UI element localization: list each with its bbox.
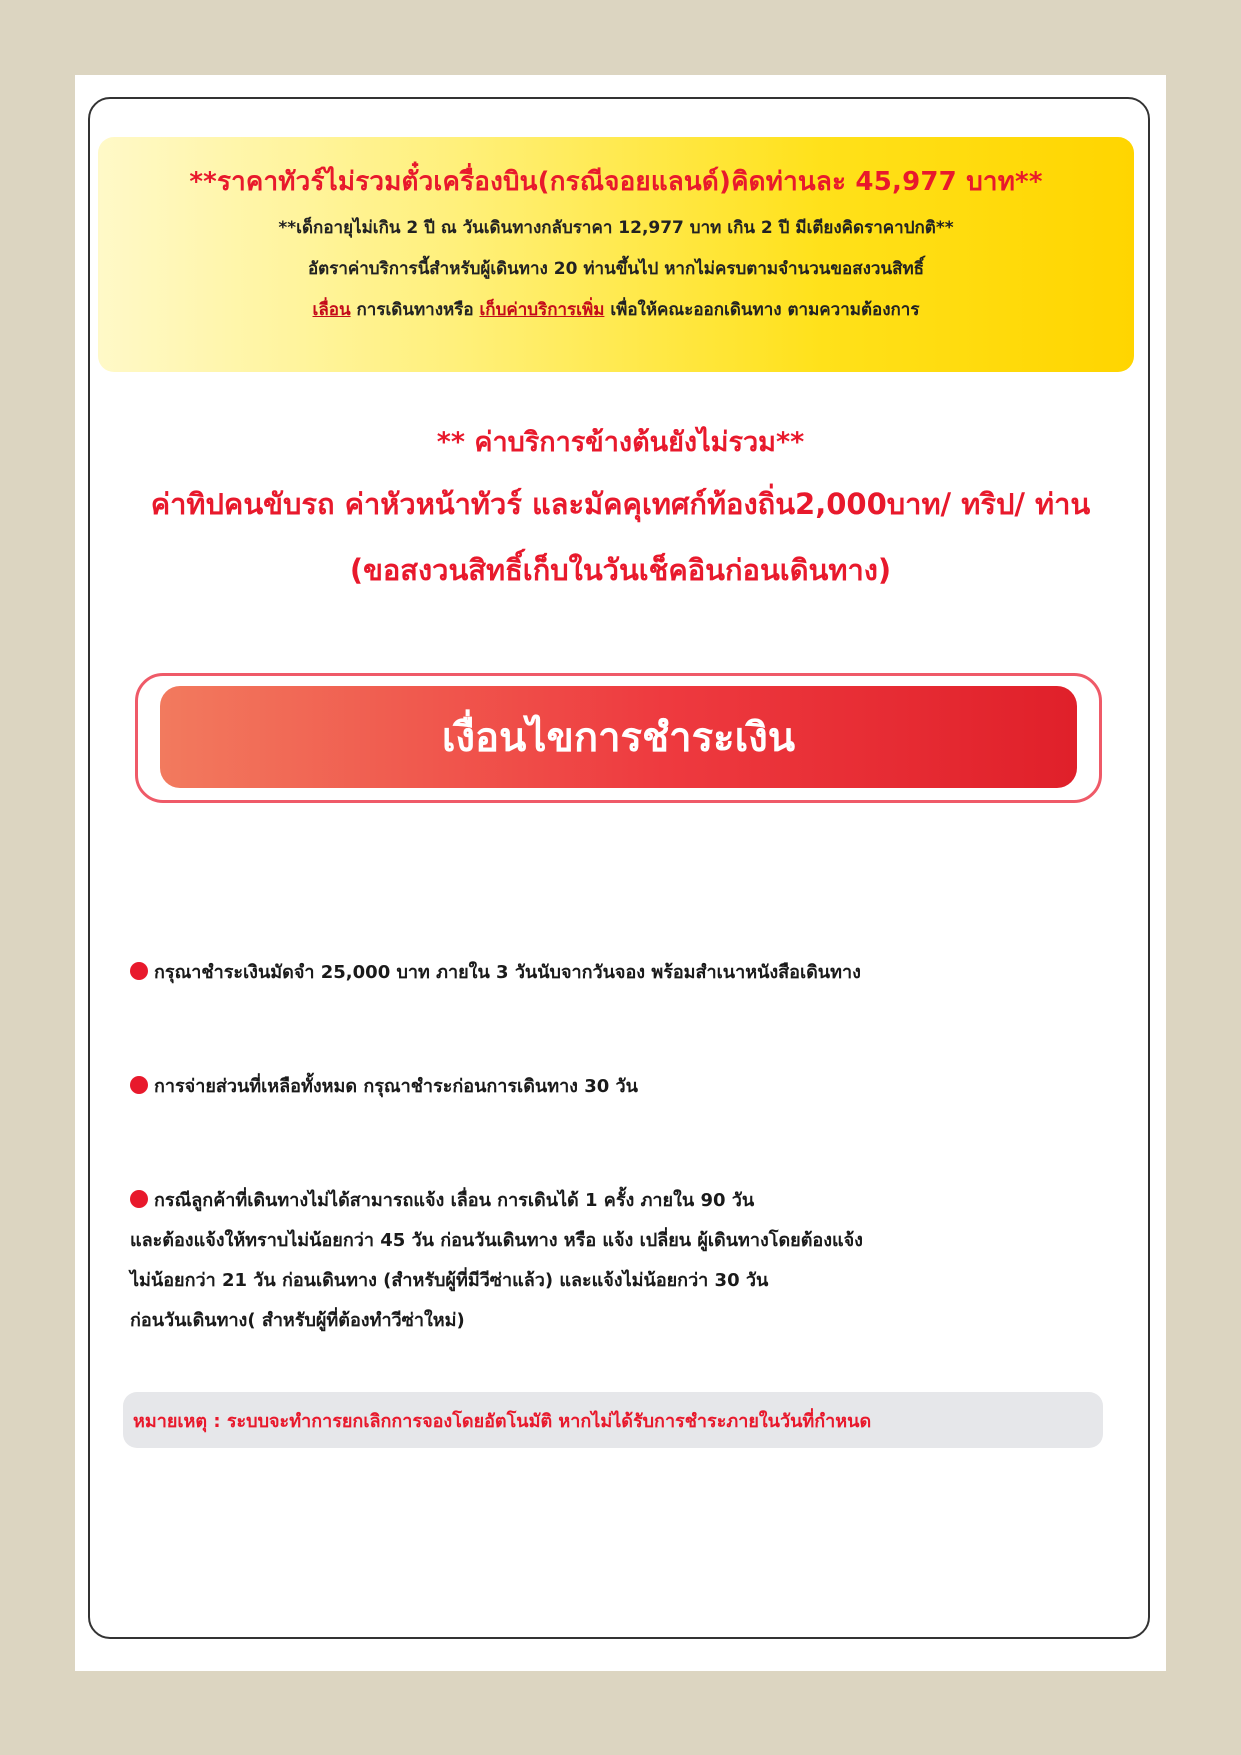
child-price-line: **เด็กอายุไม่เกิน 2 ปี ณ วันเดินทางกลับราคา 12,977 บาท เกิน 2 ปี มีเตียงคิดราคาปกติ** xyxy=(278,218,954,238)
tip-line: ค่าทิปคนขับรถ ค่าหัวหน้าทัวร์ และมัคคุเทศก์ท้องถิ่น2,000บาท/ ทริป/ ท่าน xyxy=(150,487,1091,521)
bullet-dot-icon xyxy=(130,1076,148,1094)
payment-term-balance xyxy=(130,1067,1130,1107)
payment-header: เงื่อนไขการชำระเงิน xyxy=(160,686,1077,788)
document-sheet xyxy=(75,75,1166,1671)
exclusions-heading: ** ค่าบริการข้างต้นยังไม่รวม** xyxy=(436,427,805,458)
postpone-condition-line xyxy=(98,296,1134,323)
postpone-end-text: เพื่อให้คณะออกเดินทาง ตามความต้องการ xyxy=(604,300,920,320)
extra-fee-link: เก็บค่าบริการเพิ่ม xyxy=(479,300,605,320)
rate-condition-line: อัตราค่าบริการนี้สำหรับผู้เดินทาง 20 ท่านขึ้นไป หากไม่ครบตามจำนวนขอสงวนสิทธิ์ xyxy=(307,259,925,279)
payment-term-deposit xyxy=(130,953,1130,993)
payment-term-change xyxy=(130,1181,1130,1341)
change-line-1 xyxy=(130,1181,1130,1221)
balance-text: การจ่ายส่วนที่เหลือทั้งหมด กรุณาชำระก่อนการเดินทาง 30 วัน xyxy=(154,1076,638,1097)
bullet-dot-icon xyxy=(130,962,148,980)
price-info-box xyxy=(98,137,1134,372)
change-text-1: กรณีลูกค้าที่เดินทางไม่ได้สามารถแจ้ง เลื่อน การเดินได้ 1 ครั้ง ภายใน 90 วัน xyxy=(154,1190,755,1211)
payment-header-frame xyxy=(135,673,1102,803)
change-line-4: ก่อนวันเดินทาง( สำหรับผู้ที่ต้องทำวีซ่าใหม่) xyxy=(130,1310,465,1331)
cancellation-note: หมายเหตุ : ระบบจะทำการยกเลิกการจองโดยอัตโนมัติ หากไม่ได้รับการชำระภายในวันที่กำหนด xyxy=(123,1392,1103,1448)
postpone-middle-text: การเดินทางหรือ xyxy=(350,300,480,320)
bullet-dot-icon xyxy=(130,1190,148,1208)
change-line-3: ไม่น้อยกว่า 21 วัน ก่อนเดินทาง (สำหรับผู้ที่มีวีซ่าแล้ว) และแจ้งไม่น้อยกว่า 30 วัน xyxy=(130,1270,769,1291)
postpone-link: เลื่อน xyxy=(312,300,351,320)
collect-line: (ขอสงวนสิทธิ์เก็บในวันเช็คอินก่อนเดินทาง) xyxy=(349,553,892,587)
exclusions-section xyxy=(75,420,1166,593)
change-line-2: และต้องแจ้งให้ทราบไม่น้อยกว่า 45 วัน ก่อนวันเดินทาง หรือ แจ้ง เปลี่ยน ผู้เดินทางโดยต้องแจ้ง xyxy=(130,1230,863,1251)
price-title: **ราคาทัวร์ไม่รวมตั๋วเครื่องบิน(กรณีจอยแลนด์)คิดท่านละ 45,977 บาท** xyxy=(189,167,1043,197)
deposit-text: กรุณาชำระเงินมัดจำ 25,000 บาท ภายใน 3 วันนับจากวันจอง พร้อมสำเนาหนังสือเดินทาง xyxy=(154,962,861,983)
